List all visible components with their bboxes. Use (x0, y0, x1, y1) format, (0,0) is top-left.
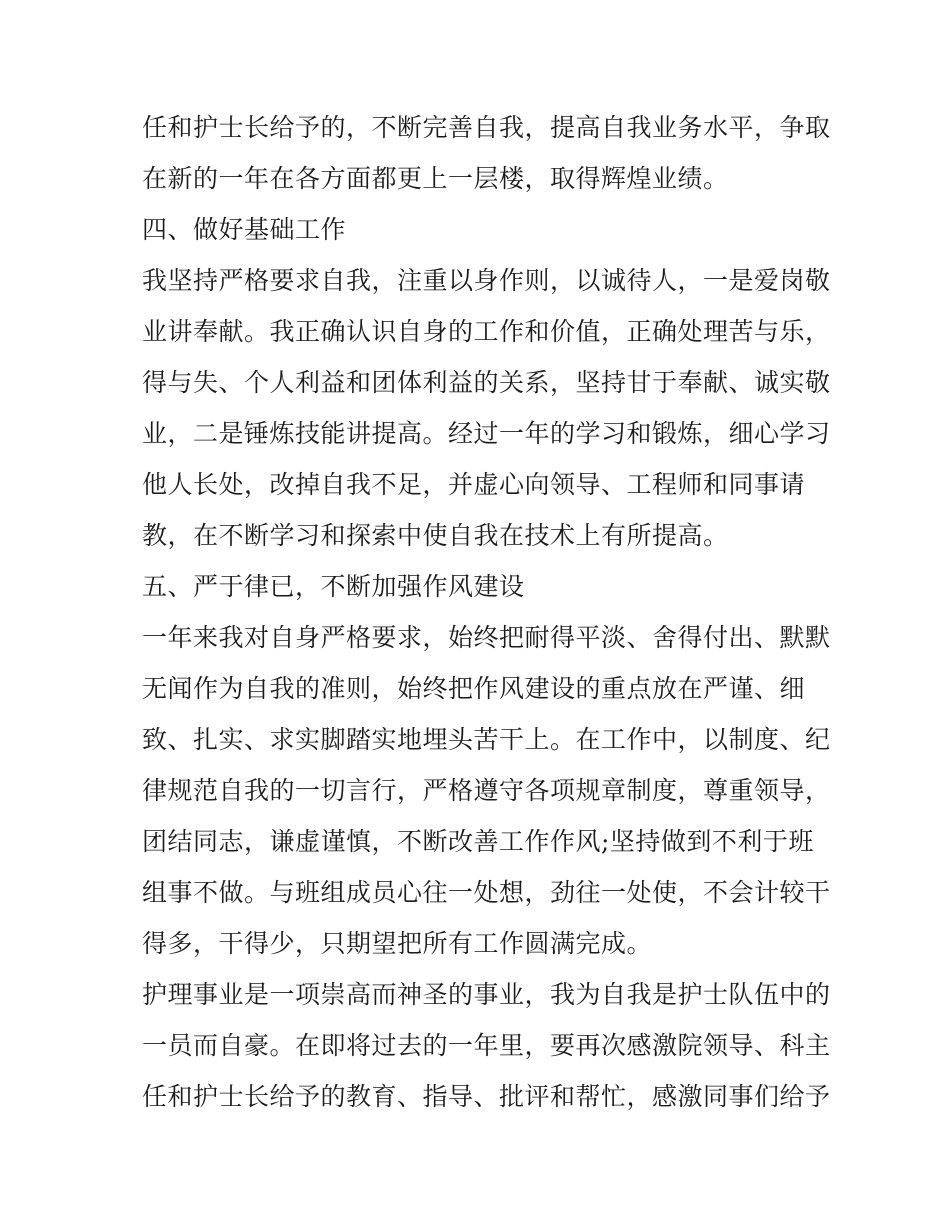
text-line: 无闻作为自我的准则，始终把作风建设的重点放在严谨、细 (142, 674, 806, 703)
text-line: 我坚持严格要求自我，注重以身作则，以诚待人，一是爱岗敬 (142, 266, 831, 295)
text-line: 业讲奉献。我正确认识自身的工作和价值，正确处理苦与乐， (142, 317, 831, 346)
text-line: 教，在不断学习和探索中使自我在技术上有所提高。 (142, 521, 729, 550)
text-line: 在新的一年在各方面都更上一层楼，取得辉煌业绩。 (142, 164, 729, 193)
text-line: 团结同志，谦虚谨慎，不断改善工作作风;坚持做到不利于班 (142, 827, 814, 856)
text-line: 任和护士长给予的教育、指导、批评和帮忙，感激同事们给予 (142, 1082, 831, 1111)
section-heading-4: 四、做好基础工作 (142, 215, 347, 244)
text-line: 律规范自我的一切言行，严格遵守各项规章制度，尊重领导， (142, 776, 831, 805)
text-line: 护理事业是一项崇高而神圣的事业，我为自我是护士队伍中的 (142, 980, 831, 1009)
text-line: 任和护士长给予的，不断完善自我，提高自我业务水平，争取 (142, 113, 831, 142)
text-line: 业，二是锤炼技能讲提高。经过一年的学习和锻炼，细心学习 (142, 419, 831, 448)
text-line: 一年来我对自身严格要求，始终把耐得平淡、舍得付出、默默 (142, 623, 831, 652)
text-line: 得多，干得少，只期望把所有工作圆满完成。 (142, 929, 653, 958)
text-line: 一员而自豪。在即将过去的一年里，要再次感激院领导、科主 (142, 1031, 831, 1060)
text-line: 得与失、个人利益和团体利益的关系，坚持甘于奉献、诚实敬 (142, 368, 831, 397)
section-heading-5: 五、严于律已，不断加强作风建设 (142, 572, 525, 601)
text-line: 他人长处，改掉自我不足，并虚心向领导、工程师和同事请 (142, 470, 806, 499)
text-line: 致、扎实、求实脚踏实地埋头苦干上。在工作中，以制度、纪 (142, 725, 831, 754)
text-line: 组事不做。与班组成员心往一处想，劲往一处使，不会计较干 (142, 878, 831, 907)
document-body (142, 102, 831, 1122)
